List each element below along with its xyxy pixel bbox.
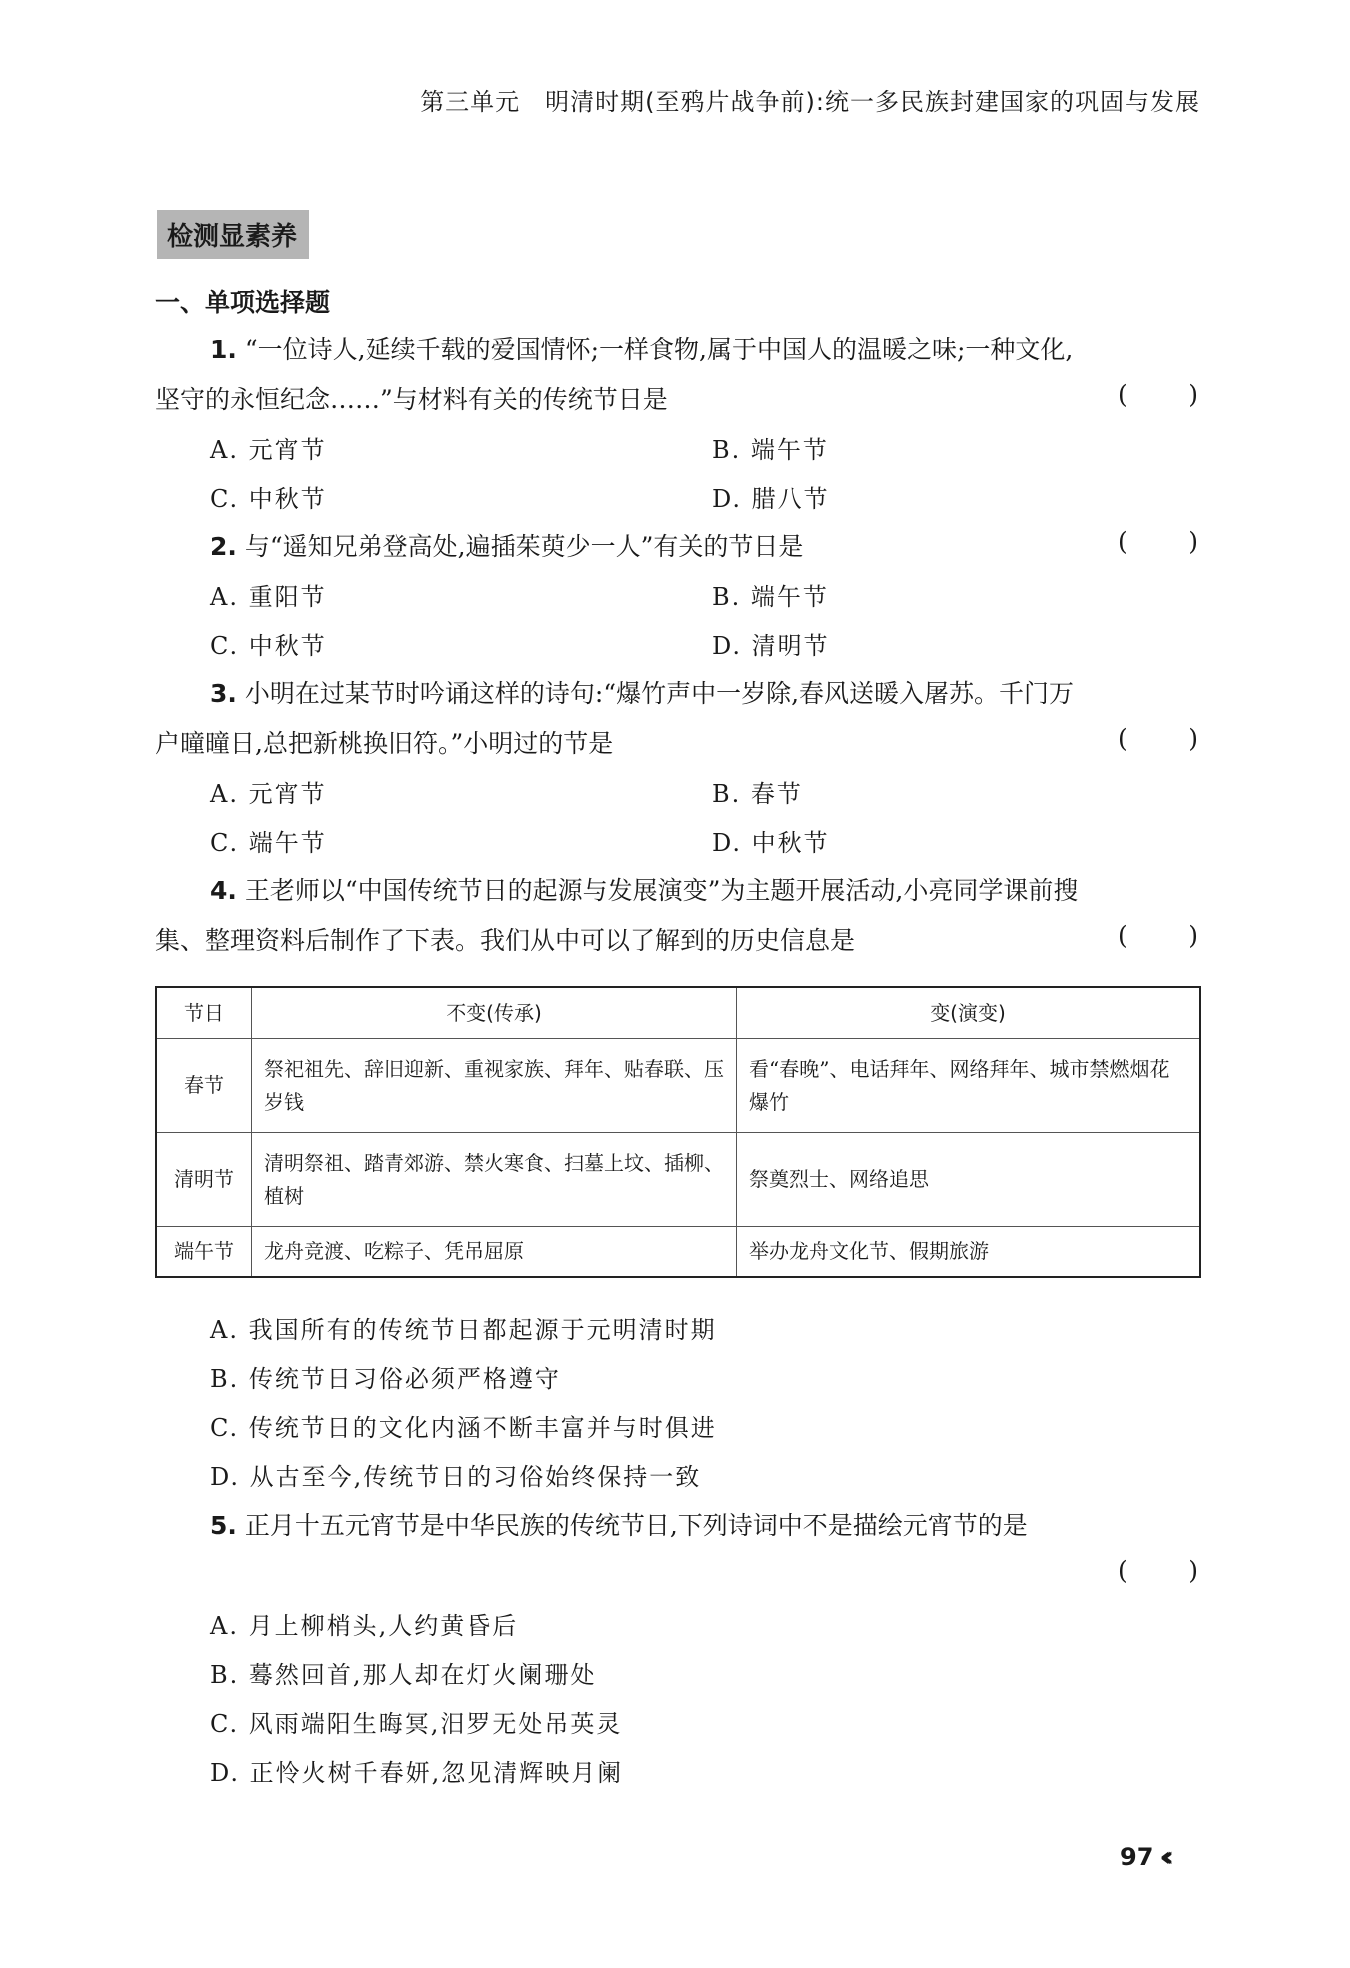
q5-option-d: D. 正怜火树千春妍,忽见清辉映月阑 [210,1759,624,1787]
festival-table [155,986,1201,1278]
q1-option-a: A. 元宵节 [210,436,327,464]
question-4-number: 4. [210,876,237,905]
table-cell-changed: 祭奠烈士、网络追思 [737,1133,1201,1227]
table-cell-unchanged: 清明祭祖、踏青郊游、禁火寒食、扫墓上坟、插柳、植树 [252,1133,737,1227]
part-title: 一、单项选择题 [155,288,331,317]
q1-option-b: B. 端午节 [712,436,829,464]
table-cell-unchanged: 祭祀祖先、辞旧迎新、重视家族、拜年、贴春联、压岁钱 [252,1039,737,1133]
q3-option-c: C. 端午节 [210,829,327,857]
table-row [156,1039,1200,1133]
q5-option-c: C. 风雨端阳生晦冥,汨罗无处吊英灵 [210,1710,623,1738]
table-cell-festival: 端午节 [156,1227,252,1277]
table-cell-festival: 清明节 [156,1133,252,1227]
table-row [156,1227,1200,1277]
q4-option-b: B. 传统节日习俗必须严格遵守 [210,1365,561,1393]
answer-paren-5: ( ) [1118,1556,1198,1585]
question-3-line-1: 3. 小明在过某节时吟诵这样的诗句:“爆竹声中一岁除,春风送暖入屠苏。千门万 [210,679,1075,708]
question-1-line-1: 1. “一位诗人,延续千载的爱国情怀;一样食物,属于中国人的温暖之味;一种文化, [210,335,1074,364]
answer-paren-2: ( ) [1118,527,1198,556]
answer-paren-1: ( ) [1118,380,1198,409]
table-cell-changed: 看“春晚”、电话拜年、网络拜年、城市禁燃烟花爆竹 [737,1039,1201,1133]
question-2-number: 2. [210,532,237,561]
page-number: 97 [1120,1842,1154,1871]
q4-option-a: A. 我国所有的传统节日都起源于元明清时期 [210,1316,717,1344]
question-4-line-1: 4. 王老师以“中国传统节日的起源与发展演变”为主题开展活动,小亮同学课前搜 [210,876,1079,905]
table-header-row [156,987,1200,1039]
q3-option-b: B. 春节 [712,780,803,808]
table-cell-unchanged: 龙舟竞渡、吃粽子、凭吊屈原 [252,1227,737,1277]
q1-option-d: D. 腊八节 [712,485,830,513]
table-row [156,1133,1200,1227]
table-cell-festival: 春节 [156,1039,252,1133]
question-1-number: 1. [210,335,237,364]
q5-option-a: A. 月上柳梢头,人约黄昏后 [210,1612,519,1640]
q4-option-c: C. 传统节日的文化内涵不断丰富并与时俱进 [210,1414,717,1442]
question-5-line-1: 5. 正月十五元宵节是中华民族的传统节日,下列诗词中不是描绘元宵节的是 [210,1511,1028,1540]
question-3-number: 3. [210,679,237,708]
question-2-line-1: 2. 与“遥知兄弟登高处,遍插茱萸少一人”有关的节日是 [210,532,804,561]
q3-option-a: A. 元宵节 [210,780,327,808]
q3-option-d: D. 中秋节 [712,829,830,857]
section-title: 检测显素养 [157,210,309,259]
answer-paren-4: ( ) [1118,921,1198,950]
chevrons-left-icon: ‹‹‹ [1159,1840,1165,1873]
table-header-festival: 节日 [156,987,252,1039]
q2-option-c: C. 中秋节 [210,632,327,660]
question-4-line-2: 集、整理资料后制作了下表。我们从中可以了解到的历史信息是 [155,926,856,955]
q4-option-d: D. 从古至今,传统节日的习俗始终保持一致 [210,1463,702,1491]
running-header: 第三单元 明清时期(至鸦片战争前):统一多民族封建国家的巩固与发展 [420,88,1200,116]
answer-paren-3: ( ) [1118,724,1198,753]
table-cell-changed: 举办龙舟文化节、假期旅游 [737,1227,1201,1277]
q5-option-b: B. 蓦然回首,那人却在灯火阑珊处 [210,1661,597,1689]
q2-option-b: B. 端午节 [712,583,829,611]
q1-option-c: C. 中秋节 [210,485,327,513]
table-header-changed: 变(演变) [737,987,1201,1039]
question-3-line-2: 户曈曈日,总把新桃换旧符。”小明过的节是 [155,729,614,758]
table-header-unchanged: 不变(传承) [252,987,737,1039]
question-5-number: 5. [210,1511,237,1540]
q2-option-a: A. 重阳节 [210,583,327,611]
q2-option-d: D. 清明节 [712,632,830,660]
page-number-area [1120,1840,1164,1873]
question-1-line-2: 坚守的永恒纪念……”与材料有关的传统节日是 [155,385,668,414]
